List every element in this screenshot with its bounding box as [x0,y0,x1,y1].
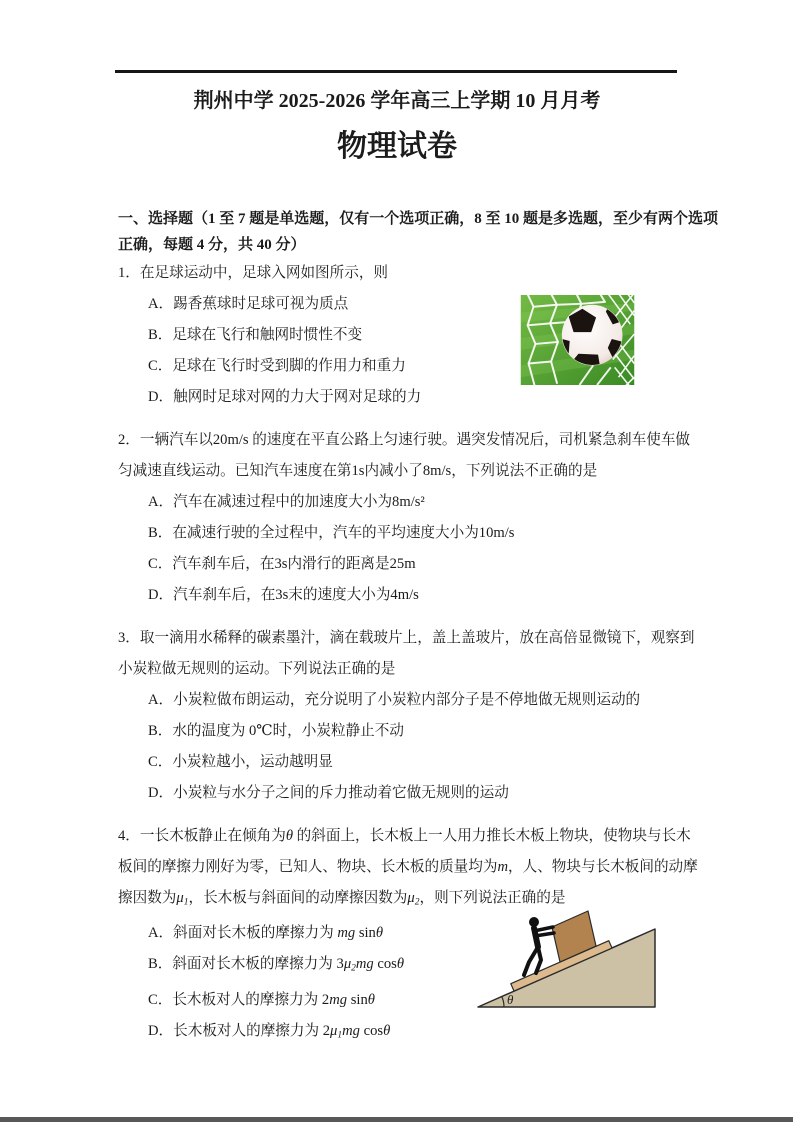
soccer-in-net-illustration [520,295,635,385]
option-label: A． [148,494,174,510]
option-label: B． [148,956,173,973]
option-text: 足球在飞行和触网时惯性不变 [172,327,363,343]
option-label: C． [148,991,173,1008]
option-row [118,487,676,518]
paper-subtitle: 物理试卷 [337,130,457,163]
option-label: D． [148,587,174,603]
option-label: C． [148,556,173,572]
section-header-line: 正确，每题 4 分，共 40 分） [118,237,306,253]
angle-label: θ [507,992,514,1007]
option-text: mg [329,991,348,1008]
option-text: 长木板对人的摩擦力为 2 [173,1022,331,1039]
page-bottom-edge [0,1117,793,1122]
option-label: A． [148,296,174,312]
stem-text: 擦因数为 [118,890,177,906]
option-text: cos [373,956,397,973]
option-row [118,685,676,716]
option-text: 触网时足球对网的力大于网对足球的力 [173,389,422,405]
option-row [118,580,676,611]
stem-text: 1 [183,897,189,908]
option-text: 2 [351,963,356,974]
option-text: 汽车刹车后，在3s末的速度大小为4m/s [173,587,419,603]
soccer-figure [520,295,635,385]
option-text: 小炭粒与水分子之间的斥力推动着它做无规则的运动 [173,785,509,801]
stem-text: ，则下列说法正确的是 [419,890,566,906]
option-text: 足球在飞行时受到脚的作用力和重力 [172,358,406,374]
question-stem-line [118,258,676,289]
option-label: C． [148,754,173,770]
option-label: B． [148,723,173,739]
question-number: 4． [118,828,140,844]
section-header [118,206,719,258]
stem-text: 2 [414,897,420,908]
question-stem-line [118,623,695,654]
option-row [118,747,676,778]
question-number: 2． [118,432,140,448]
option-text: sin [355,925,376,942]
option-text: θ [375,925,384,942]
question-stem-line [118,821,691,852]
stem-text: 一辆汽车以20m/s 的速度在平直公路上匀速行驶。遇突发情况后，司机紧急刹车使车做 [139,432,691,448]
option-text: 斜面对长木板的摩擦力为 [173,925,338,942]
stem-text: 匀减速直线运动。已知汽车速度在第1s内减小了8m/s，下列说法不正确的是 [118,463,598,479]
stem-text: θ [285,828,294,844]
option-text: sin [347,991,368,1008]
option-label: A． [148,692,174,708]
stem-text: μ [407,890,415,906]
option-row [118,518,676,549]
option-row [118,778,676,809]
question-number: 1． [118,265,140,281]
option-text: μ [330,1022,338,1039]
question-stem-line [118,654,676,685]
option-label: D． [148,389,174,405]
paper-title: 荆州中学 2025-2026 学年高三上学期 10 月月考 [193,90,601,112]
option-label: C． [148,358,173,374]
option-row [118,716,676,747]
option-label: D． [148,1022,174,1039]
option-text: 小炭粒越小，运动越明显 [172,754,333,770]
header-rule [115,70,677,73]
option-text: 汽车刹车后，在3s内滑行的距离是25m [172,556,416,572]
option-text: 水的温度为 0℃时，小炭粒静止不动 [172,723,404,739]
question-2 [118,425,691,611]
option-row [118,382,676,413]
question-stem-line [118,456,676,487]
option-text: mg [355,956,374,973]
stem-text: ，人、物块与长木板间的动摩 [508,859,698,875]
stem-text: 的斜面上，长木板上一人用力推长木板上物块，使物块与长木 [293,828,691,844]
question-stem-line [118,425,691,456]
options-list [118,685,676,809]
option-row [118,549,676,580]
option-text: 汽车在减速过程中的加速度大小为8m/s² [173,494,425,510]
options-list [118,487,676,611]
stem-text: 小炭粒做无规则的运动。下列说法正确的是 [118,661,396,677]
option-text: mg [337,925,356,942]
stem-text: 在足球运动中，足球入网如图所示，则 [139,265,389,281]
stem-text: 取一滴用水稀释的碳素墨汁，滴在载玻片上，盖上盖玻片，放在高倍显微镜下，观察到 [139,630,695,646]
option-row [118,1016,676,1051]
option-text: 斜面对长木板的摩擦力为 3 [172,956,344,973]
option-text: 长木板对人的摩擦力为 2 [172,991,330,1008]
option-label: B． [148,525,173,541]
incline-illustration [474,901,660,1013]
option-text: 在减速行驶的全过程中，汽车的平均速度大小为10m/s [172,525,515,541]
option-label: D． [148,785,174,801]
stem-text: ，长木板与斜面间的动摩擦因数为 [188,890,408,906]
option-text: μ [343,956,352,973]
question-stem-line [118,852,698,883]
option-text: θ [367,991,375,1008]
option-text: cos [359,1022,384,1039]
stem-text: m [497,859,508,875]
question-3 [118,623,695,809]
option-text: 小炭粒做布朗运动，充分说明了小炭粒内部分子是不停地做无规则运动的 [173,692,641,708]
option-text: θ [396,956,405,973]
option-label: A． [148,925,174,942]
question-number: 3． [118,630,140,646]
option-text: θ [383,1022,391,1039]
option-text: mg [342,1022,360,1039]
section-header-line: 一、选择题（1 至 7 题是单选题，仅有一个选项正确，8 至 10 题是多选题，至少有两个选项 [118,211,719,227]
stem-text: 板间的摩擦力刚好为零，已知人、物块、长木板的质量均为 [118,859,498,875]
stem-text: 一长木板静止在倾角为 [139,828,286,844]
option-text: 1 [337,1030,343,1041]
option-label: B． [148,327,173,343]
stem-text: μ [176,890,184,906]
option-text: 踢香蕉球时足球可视为质点 [173,296,349,312]
incline-figure [474,901,660,1013]
